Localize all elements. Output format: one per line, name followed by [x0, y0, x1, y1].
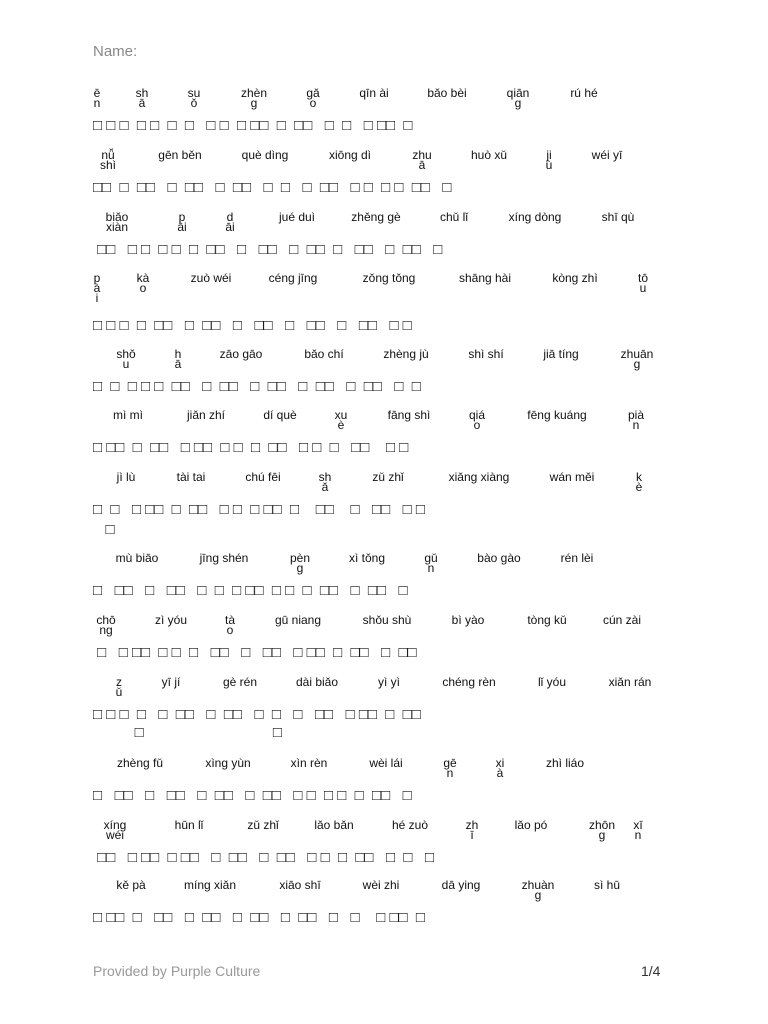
pinyin-label: hūn lǐ: [174, 818, 204, 832]
pinyin-label: xíng wéi: [103, 818, 127, 842]
pinyin-label: ē n: [93, 86, 101, 110]
pinyin-label: chō ng: [96, 613, 116, 637]
pinyin-label: chéng rèn: [442, 675, 496, 689]
answer-boxes-line[interactable]: □□ □ □□ □ □□ □ □□ □ □ □ □□ □ □ □ □ □□ □: [93, 179, 452, 196]
pinyin-label: zì yóu: [154, 613, 187, 627]
pinyin-label: sh ā: [135, 86, 149, 110]
pinyin-label: su ǒ: [187, 86, 201, 110]
pinyin-label: fēng kuáng: [527, 408, 587, 422]
answer-boxes-line[interactable]: □□ □ □ □ □ □ □□ □ □□ □ □□ □ □□ □ □□ □: [93, 241, 443, 258]
pinyin-label: shì shí: [468, 347, 504, 361]
pinyin-label: wéi yī: [591, 148, 623, 162]
pinyin-label: gēn běn: [158, 148, 202, 162]
footer-provider: Provided by Purple Culture: [93, 963, 261, 979]
pinyin-label: kě pà: [116, 878, 146, 892]
pinyin-label: bǎo chí: [304, 347, 344, 361]
pinyin-label: xi à: [495, 756, 505, 780]
pinyin-label: fāng shì: [387, 408, 431, 422]
pinyin-label: mì mì: [113, 408, 143, 422]
pinyin-label: xiǎn rán: [608, 675, 652, 689]
pinyin-label: xìn rèn: [290, 756, 328, 770]
answer-boxes-line[interactable]: □ □ □ □ □ □ □ □ □ □ □□ □ □□ □ □ □ □□ □: [93, 117, 413, 134]
pinyin-label: xíng dòng: [508, 210, 562, 224]
pinyin-label: h ā: [174, 347, 182, 371]
pinyin-label: zhèng fǔ: [116, 756, 164, 770]
pinyin-label: zǔ zhǐ: [372, 470, 404, 484]
pinyin-label: xì tǒng: [348, 551, 386, 565]
pinyin-label: biǎo xiàn: [105, 210, 129, 234]
pinyin-label: xiōng dì: [328, 148, 372, 162]
pinyin-label: hé zuò: [391, 818, 429, 832]
answer-boxes-line[interactable]: □ □□ □ □□ □ □ □ □□ □ □ □ □□ □ □□ □: [93, 582, 408, 599]
pinyin-label: ji ù: [545, 148, 553, 172]
answer-boxes-line[interactable]: □ □ □□ □ □ □ □□ □ □□ □ □□ □ □□ □ □□: [93, 644, 417, 661]
pinyin-label: shāng hài: [458, 271, 512, 285]
page-number: 1/4: [641, 963, 661, 979]
pinyin-label: zhěng gè: [351, 210, 401, 224]
pinyin-label: dí què: [263, 408, 297, 422]
pinyin-label: xiǎng xiàng: [448, 470, 510, 484]
pinyin-label: huò xǔ: [470, 148, 508, 162]
pinyin-label: zǒng tǒng: [362, 271, 416, 285]
pinyin-label: jīng shén: [199, 551, 249, 565]
pinyin-label: xī n: [633, 818, 643, 842]
pinyin-label: mù biāo: [115, 551, 159, 565]
pinyin-label: yì yì: [377, 675, 400, 689]
pinyin-label: d āi: [225, 210, 235, 234]
pinyin-label: jiā tíng: [543, 347, 579, 361]
answer-boxes-line[interactable]: □□ □ □□ □ □□ □ □□ □ □□ □ □ □ □□ □ □ □: [93, 849, 435, 866]
answer-boxes-line[interactable]: □ □□ □ □□ □ □□ □ □□ □ □□ □ □ □ □□ □: [93, 909, 425, 926]
pinyin-label: zh ī: [465, 818, 479, 842]
pinyin-label: jué duì: [278, 210, 316, 224]
pinyin-label: céng jīng: [268, 271, 318, 285]
pinyin-label: lǎo pó: [514, 818, 548, 832]
pinyin-label: dā ying: [441, 878, 481, 892]
pinyin-label: rén lèi: [560, 551, 594, 565]
pinyin-label: gū niang: [274, 613, 322, 627]
pinyin-label: zhōn g: [588, 818, 616, 842]
pinyin-label: pèn g: [289, 551, 311, 575]
answer-boxes-line[interactable]: □ □ □ □ □ □□ □ □□ □ □□ □ □□ □ □□ □ □: [93, 378, 421, 395]
pinyin-label: xiāo shī: [279, 878, 321, 892]
pinyin-label: míng xiǎn: [183, 878, 237, 892]
answer-boxes-line[interactable]: □: [93, 521, 115, 538]
pinyin-label: sì hū: [593, 878, 620, 892]
name-label: Name:: [93, 43, 138, 60]
pinyin-label: zhuān g: [620, 347, 654, 371]
pinyin-label: xìng yùn: [205, 756, 251, 770]
pinyin-label: z ǔ: [115, 675, 123, 699]
answer-boxes-line[interactable]: □ □□ □ □□ □ □□ □ □ □ □□ □ □ □ □□ □ □: [93, 439, 409, 456]
pinyin-label: què dìng: [241, 148, 289, 162]
pinyin-label: lǎo bǎn: [314, 818, 354, 832]
pinyin-label: xu è: [334, 408, 348, 432]
answer-boxes-line[interactable]: □ □: [93, 724, 282, 741]
pinyin-label: gē n: [443, 756, 457, 780]
pinyin-label: gǎ o: [306, 86, 320, 110]
pinyin-label: qiá o: [468, 408, 485, 432]
pinyin-label: chǔ lǐ: [439, 210, 468, 224]
pinyin-label: wán měi: [549, 470, 595, 484]
pinyin-label: qīn ài: [359, 86, 389, 100]
pinyin-label: zhèn g: [240, 86, 268, 110]
pinyin-label: zuò wéi: [190, 271, 232, 285]
answer-boxes-line[interactable]: □ □ □ □□ □ □□ □ □ □ □□ □ □□ □ □□ □ □: [93, 501, 425, 518]
pinyin-label: zǔ zhǐ: [247, 818, 279, 832]
pinyin-label: bì yào: [451, 613, 485, 627]
pinyin-label: cún zài: [602, 613, 642, 627]
pinyin-label: zhu ā: [412, 148, 432, 172]
pinyin-label: p à i: [93, 271, 101, 305]
answer-boxes-line[interactable]: □ □ □ □ □□ □ □□ □ □□ □ □□ □ □□ □ □: [93, 317, 412, 334]
pinyin-label: zhì liáo: [545, 756, 585, 770]
pinyin-label: shī qù: [601, 210, 635, 224]
pinyin-label: kà o: [136, 271, 150, 295]
pinyin-label: dài biǎo: [295, 675, 339, 689]
pinyin-label: rú hé: [570, 86, 598, 100]
pinyin-label: pià n: [627, 408, 644, 432]
pinyin-label: zāo gāo: [219, 347, 263, 361]
pinyin-label: qiān g: [506, 86, 530, 110]
pinyin-label: lǐ yóu: [537, 675, 566, 689]
pinyin-label: zhèng jù: [383, 347, 429, 361]
pinyin-label: shǒu shù: [362, 613, 412, 627]
pinyin-label: nǚ shì: [99, 148, 116, 172]
pinyin-label: p āi: [177, 210, 187, 234]
pinyin-label: gè rén: [222, 675, 258, 689]
pinyin-label: tài tai: [176, 470, 206, 484]
pinyin-label: shǒ u: [116, 347, 136, 371]
pinyin-label: chú fēi: [245, 470, 281, 484]
pinyin-label: bào gào: [477, 551, 521, 565]
answer-boxes-line[interactable]: □ □□ □ □□ □ □□ □ □□ □ □ □ □ □ □□ □: [93, 787, 412, 804]
pinyin-label: bǎo bèi: [427, 86, 467, 100]
pinyin-label: gǔ n: [424, 551, 438, 575]
pinyin-label: tà o: [224, 613, 235, 637]
pinyin-label: tō u: [637, 271, 648, 295]
pinyin-label: zhuàn g: [521, 878, 555, 902]
pinyin-label: jì lù: [116, 470, 136, 484]
pinyin-label: yī jí: [161, 675, 181, 689]
pinyin-label: wèi zhi: [362, 878, 400, 892]
pinyin-label: sh ǎ: [318, 470, 332, 494]
pinyin-label: jiǎn zhí: [186, 408, 226, 422]
pinyin-label: tòng kǔ: [527, 613, 567, 627]
pinyin-label: k è: [635, 470, 643, 494]
pinyin-label: kòng zhì: [552, 271, 598, 285]
answer-boxes-line[interactable]: □ □ □ □ □ □□ □ □□ □ □ □ □□ □ □□ □ □□: [93, 706, 421, 723]
pinyin-label: wèi lái: [369, 756, 403, 770]
